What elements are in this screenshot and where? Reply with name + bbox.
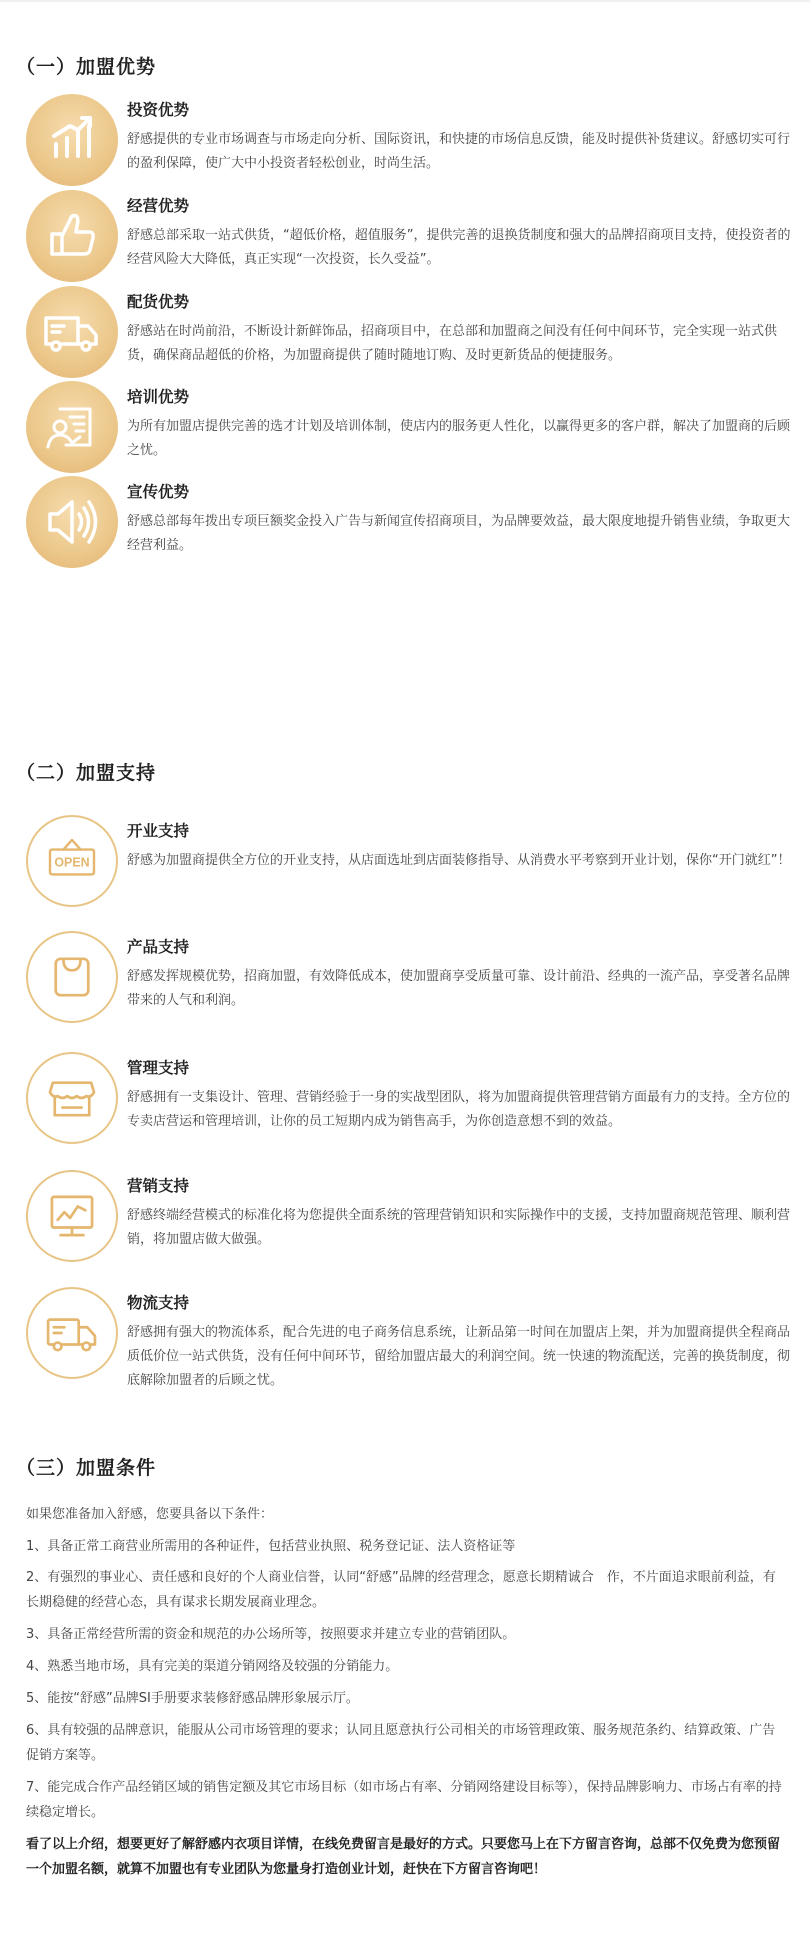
section-title-advantages: （一）加盟优势 [16, 56, 157, 78]
condition-item: 1、具备正常工商营业所需用的各种证件，包括营业执照、税务登记证、法人资格证等 [26, 1539, 516, 1554]
advantage-desc: 为所有加盟店提供完善的选才计划及培训体制，使店内的服务更人性化，以赢得更多的客户群，解决了加盟商的后顾之忧。 [127, 419, 791, 458]
condition-item: 5、能按“舒感”品牌SI手册要求装修舒感品牌形象展示厅。 [26, 1691, 359, 1706]
storefront-icon [26, 1052, 118, 1144]
support-desc: 舒感为加盟商提供全方位的开业支持，从店面选址到店面装修指导、从消费水平考察到开业计划，保你“开门就红”！ [127, 853, 791, 868]
thumbs-up-icon [26, 190, 118, 282]
support-title: 开业支持 [127, 822, 190, 840]
advantage-desc: 舒感总部每年拨出专项巨额奖金投入广告与新闻宣传招商项目，为品牌要效益，最大限度地提升销售业绩，争取更大经营利益。 [127, 514, 791, 553]
advantage-desc: 舒感总部采取一站式供货，“超低价格，超值服务”，提供完善的退换货制度和强大的品牌招商项目支持，使投资者的经营风险大大降低，真正实现“一次投资，长久受益”。 [127, 228, 791, 267]
support-desc: 舒感拥有强大的物流体系，配合先进的电子商务信息系统，让新品第一时间在加盟店上架，并为加盟商提供全程商品质低价位一站式供货，没有任何中间环节，留给加盟店最大的利润空间。统一快速的物流配送，完善的换货制度，彻底解除加盟者的后顾之忧。 [127, 1325, 791, 1388]
trainer-document-icon [26, 381, 118, 473]
section-title-conditions: （三）加盟条件 [16, 1457, 157, 1479]
conditions-closing: 看了以上介绍，想要更好了解舒感内衣项目详情，在线免费留言是最好的方式。只要您马上在下方留言咨询，总部不仅免费为您预留一个加盟名额，就算不加盟也有专业团队为您量身打造创业计划，赶快在下方留言咨询吧！ [26, 1837, 781, 1877]
condition-item: 7、能完成合作产品经销区域的销售定额及其它市场目标（如市场占有率、分销网络建设目标等），保持品牌影响力、市场占有率的持续稳定增长。 [26, 1780, 782, 1820]
support-desc: 舒感拥有一支集设计、管理、营销经验于一身的实战型团队，将为加盟商提供管理营销方面最有力的支持。全方位的专卖店营运和管理培训，让你的员工短期内成为销售高手，为你创造意想不到的效益。 [127, 1090, 791, 1129]
advantage-title: 培训优势 [127, 388, 190, 406]
condition-item: 3、具备正常经营所需的资金和规范的办公场所等，按照要求并建立专业的营销团队。 [26, 1627, 516, 1642]
condition-item: 2、有强烈的事业心、责任感和良好的个人商业信誉，认同“舒感”品牌的经营理念，愿意长期精诚合 作，不片面追求眼前利益，有长期稳健的经营心态，具有谋求长期发展商业理念。 [26, 1570, 776, 1610]
condition-item: 6、具有较强的品牌意识，能服从公司市场管理的要求；认同且愿意执行公司相关的市场管理政策、服务规范条约、结算政策、广告促销方案等。 [26, 1723, 776, 1763]
marketing-chart-icon [26, 1170, 118, 1262]
advantage-title: 宣传优势 [127, 483, 190, 501]
support-desc: 舒感发挥规模优势，招商加盟，有效降低成本，使加盟商享受质量可靠、设计前沿、经典的一流产品，享受著名品牌带来的人气和利润。 [127, 969, 791, 1008]
advantage-desc: 舒感站在时尚前沿，不断设计新鲜饰品，招商项目中，在总部和加盟商之间没有任何中间环节，完全实现一站式供货，确保商品超低的价格，为加盟商提供了随时随地订购、及时更新货品的便捷服务。 [127, 324, 778, 363]
growth-chart-icon [26, 94, 118, 186]
support-title: 营销支持 [127, 1177, 190, 1195]
condition-item: 4、熟悉当地市场，具有完美的渠道分销网络及较强的分销能力。 [26, 1659, 399, 1674]
delivery-truck-icon [26, 286, 118, 378]
advantage-title: 经营优势 [127, 197, 190, 215]
advantage-desc: 舒感提供的专业市场调查与市场走向分析、国际资讯，和快捷的市场信息反馈，能及时提供补货建议。舒感切实可行的盈利保障，使广大中小投资者轻松创业，时尚生活。 [127, 132, 791, 171]
support-desc: 舒感终端经营模式的标准化将为您提供全面系统的管理营销知识和实际操作中的支援，支持加盟商规范管理、顺利营销，将加盟店做大做强。 [127, 1208, 791, 1247]
section-title-support: （二）加盟支持 [16, 762, 157, 784]
conditions-intro: 如果您准备加入舒感，您要具备以下条件： [26, 1507, 274, 1522]
open-sign-icon [26, 815, 118, 907]
support-title: 物流支持 [127, 1294, 190, 1312]
open-sign-text: OPEN [54, 855, 90, 870]
advantage-title: 配货优势 [127, 293, 190, 311]
support-title: 产品支持 [127, 938, 190, 956]
logistics-truck-icon [26, 1287, 118, 1379]
advantage-title: 投资优势 [127, 101, 190, 119]
speaker-icon [26, 476, 118, 568]
top-divider [0, 0, 810, 2]
support-title: 管理支持 [127, 1059, 190, 1077]
shopping-bag-icon [26, 931, 118, 1023]
